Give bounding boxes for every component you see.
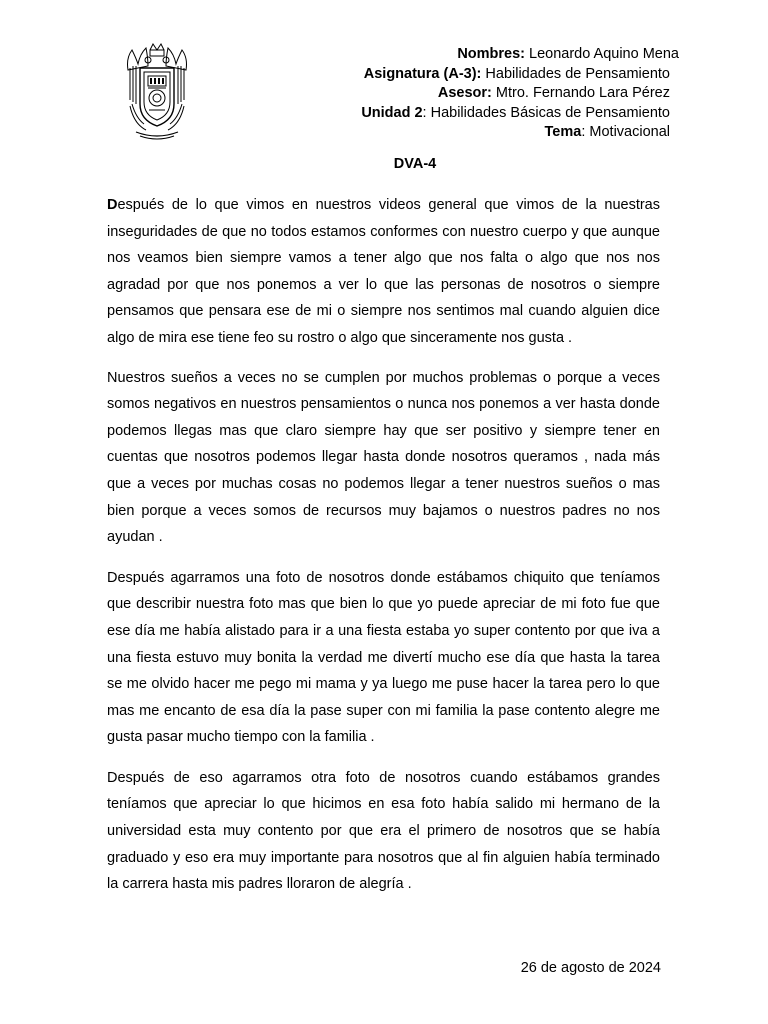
header-tema: Tema: Motivacional [544,124,670,140]
document-title: DVA-4 [393,156,437,172]
header-asignatura: Asignatura (A-3): Habilidades de Pensamiento [363,65,670,82]
document-date: 26 de agosto de 2024 [520,960,661,976]
university-crest-icon [122,40,192,142]
document-header [250,45,679,143]
paragraph-1: Después de lo que vimos en nuestros videos general que vimos de la nuestras inseguridades de que no todos estamos conformes con nuestro cuerpo y que aunque nos veamos bien siempre vamos a tener algo que nos falta o algo que nos nos agradad por que nos ponemos a ver lo que las personas de nosotros o siempre pensamos que pensara ese de mi o siempre nos sentimos mal cuando alguien dice algo de mira ese tiene feo su rostro o algo que sinceramente nos gusta . [107,197,660,346]
header-nombres: Nombres: Leonardo Aquino Mena [457,46,679,62]
header-unidad: Unidad 2: Habilidades Básicas de Pensamiento [361,104,670,121]
paragraph-2: Nuestros sueños a veces no se cumplen por muchos problemas o porque a veces somos negativos en nuestros pensamientos o nunca nos ponemos a ver hasta donde podemos llegas mas que claro siempre hay que ser positivo y siempre tener en cuentas que nosotros podemos llegar hasta donde nosotros queramos , nada más que a veces por muchas cosas no podemos llegar a tener nuestros sueños o mas bien porque a veces somos de recursos muy bajamos o nuestros padres no nos ayudan . [107,369,660,546]
document-body [107,192,660,911]
paragraph-4: Después de eso agarramos otra foto de nosotros cuando estábamos grandes teníamos que apreciar lo que hicimos en esa foto había salido mi hermano de la universidad esta muy contento por que era el primero de nosotros que se había graduado y eso era muy importante para nosotros que al fin alguien había terminado la carrera hasta mis padres lloraron de alegría . [107,769,660,893]
header-asesor: Asesor: Mtro. Fernando Lara Pérez [437,85,670,101]
paragraph-3: Después agarramos una foto de nosotros donde estábamos chiquito que teníamos que describir nuestra foto mas que bien lo que yo puede apreciar de mi foto fue que ese día me había alistado para ir a una fiesta estaba yo super contento por que iva a una fiesta estuvo muy bonita la verdad me divertí mucho ese día que hasta la tarea se me olvido hacer me pego mi mama y ya luego me puse hacer la tarea pero lo que mas me encanto de esa día la pase super con mi familia la pase contento alegre me gusta pasar mucho tiempo con la familia . [107,569,660,746]
